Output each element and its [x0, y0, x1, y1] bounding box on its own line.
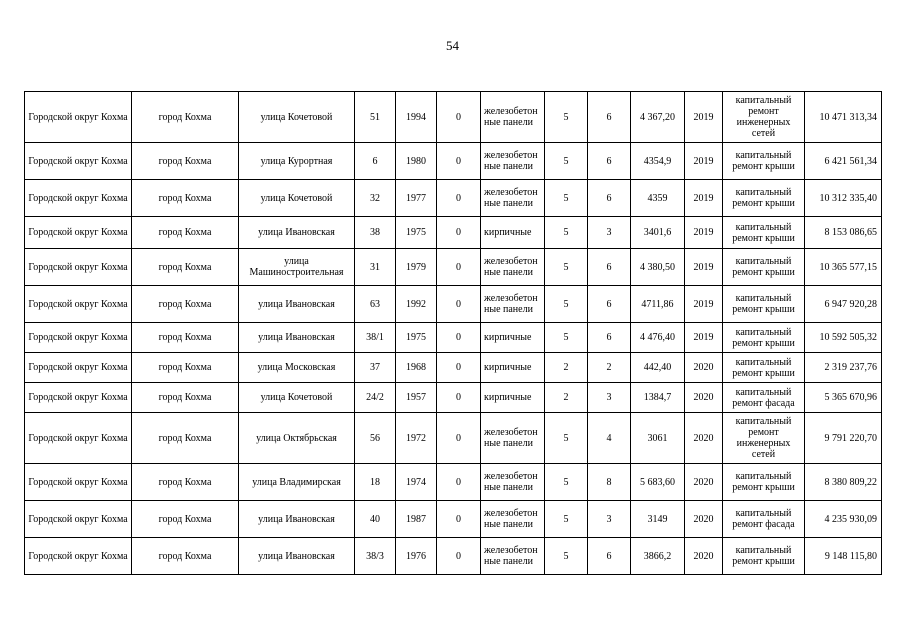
settlement-cell: город Кохма [132, 286, 239, 323]
work-type-cell: капитальный ремонт крыши [723, 180, 805, 217]
table-row [25, 383, 882, 413]
municipality-cell: Городской округ Кохма [25, 143, 132, 180]
zero-value-cell: 0 [437, 383, 481, 413]
cost-cell: 8 380 809,22 [805, 464, 882, 501]
page-number: 54 [446, 38, 459, 53]
cost-cell: 10 471 313,34 [805, 92, 882, 143]
entrances-cell: 6 [588, 286, 631, 323]
plan-year-cell: 2019 [685, 143, 723, 180]
area-cell: 442,40 [631, 353, 685, 383]
street-cell: улица Ивановская [239, 538, 355, 575]
wall-material-cell: кирпичные [481, 353, 545, 383]
work-type-cell: капитальный ремонт крыши [723, 464, 805, 501]
house-number-cell: 38/3 [355, 538, 396, 575]
cost-cell: 4 235 930,09 [805, 501, 882, 538]
wall-material-cell: железобетонные панели [481, 464, 545, 501]
work-type-cell: капитальный ремонт крыши [723, 286, 805, 323]
settlement-cell: город Кохма [132, 249, 239, 286]
street-cell: улица Кочетовой [239, 383, 355, 413]
floors-cell: 5 [545, 249, 588, 286]
table-row [25, 464, 882, 501]
build-year-cell: 1975 [396, 323, 437, 353]
area-cell: 3866,2 [631, 538, 685, 575]
floors-cell: 2 [545, 383, 588, 413]
build-year-cell: 1992 [396, 286, 437, 323]
area-cell: 4711,86 [631, 286, 685, 323]
wall-material-cell: железобетонные панели [481, 413, 545, 464]
floors-cell: 5 [545, 538, 588, 575]
wall-material-cell: кирпичные [481, 217, 545, 249]
house-number-cell: 18 [355, 464, 396, 501]
wall-material-cell: железобетонные панели [481, 538, 545, 575]
build-year-cell: 1976 [396, 538, 437, 575]
zero-value-cell: 0 [437, 353, 481, 383]
table-row [25, 217, 882, 249]
table-row [25, 249, 882, 286]
entrances-cell: 8 [588, 464, 631, 501]
table-row [25, 413, 882, 464]
floors-cell: 5 [545, 464, 588, 501]
plan-year-cell: 2019 [685, 92, 723, 143]
build-year-cell: 1957 [396, 383, 437, 413]
street-cell: улица Ивановская [239, 501, 355, 538]
entrances-cell: 6 [588, 323, 631, 353]
area-cell: 3401,6 [631, 217, 685, 249]
zero-value-cell: 0 [437, 538, 481, 575]
cost-cell: 6 947 920,28 [805, 286, 882, 323]
plan-year-cell: 2020 [685, 383, 723, 413]
street-cell: улица Ивановская [239, 286, 355, 323]
entrances-cell: 6 [588, 180, 631, 217]
settlement-cell: город Кохма [132, 413, 239, 464]
entrances-cell: 3 [588, 383, 631, 413]
table-row [25, 538, 882, 575]
build-year-cell: 1980 [396, 143, 437, 180]
municipality-cell: Городской округ Кохма [25, 501, 132, 538]
settlement-cell: город Кохма [132, 464, 239, 501]
build-year-cell: 1968 [396, 353, 437, 383]
work-type-cell: капитальный ремонт крыши [723, 217, 805, 249]
table-row [25, 92, 882, 143]
plan-year-cell: 2019 [685, 249, 723, 286]
build-year-cell: 1977 [396, 180, 437, 217]
area-cell: 3061 [631, 413, 685, 464]
zero-value-cell: 0 [437, 92, 481, 143]
municipality-cell: Городской округ Кохма [25, 217, 132, 249]
municipality-cell: Городской округ Кохма [25, 249, 132, 286]
settlement-cell: город Кохма [132, 180, 239, 217]
settlement-cell: город Кохма [132, 383, 239, 413]
registry-body [25, 92, 882, 575]
table-row [25, 286, 882, 323]
settlement-cell: город Кохма [132, 217, 239, 249]
house-number-cell: 38/1 [355, 323, 396, 353]
house-number-cell: 51 [355, 92, 396, 143]
area-cell: 4 380,50 [631, 249, 685, 286]
settlement-cell: город Кохма [132, 538, 239, 575]
settlement-cell: город Кохма [132, 501, 239, 538]
street-cell: улица Кочетовой [239, 92, 355, 143]
house-number-cell: 6 [355, 143, 396, 180]
entrances-cell: 6 [588, 92, 631, 143]
table-row [25, 180, 882, 217]
zero-value-cell: 0 [437, 413, 481, 464]
house-number-cell: 40 [355, 501, 396, 538]
zero-value-cell: 0 [437, 249, 481, 286]
cost-cell: 8 153 086,65 [805, 217, 882, 249]
area-cell: 5 683,60 [631, 464, 685, 501]
build-year-cell: 1975 [396, 217, 437, 249]
area-cell: 4 367,20 [631, 92, 685, 143]
zero-value-cell: 0 [437, 286, 481, 323]
house-number-cell: 56 [355, 413, 396, 464]
floors-cell: 5 [545, 323, 588, 353]
municipality-cell: Городской округ Кохма [25, 538, 132, 575]
cost-cell: 9 148 115,80 [805, 538, 882, 575]
build-year-cell: 1994 [396, 92, 437, 143]
table-row [25, 143, 882, 180]
entrances-cell: 3 [588, 501, 631, 538]
municipality-cell: Городской округ Кохма [25, 180, 132, 217]
house-number-cell: 63 [355, 286, 396, 323]
cost-cell: 2 319 237,76 [805, 353, 882, 383]
plan-year-cell: 2020 [685, 413, 723, 464]
house-number-cell: 37 [355, 353, 396, 383]
floors-cell: 2 [545, 353, 588, 383]
wall-material-cell: кирпичные [481, 323, 545, 353]
work-type-cell: капитальный ремонт крыши [723, 249, 805, 286]
house-number-cell: 24/2 [355, 383, 396, 413]
street-cell: улица Владимирская [239, 464, 355, 501]
zero-value-cell: 0 [437, 180, 481, 217]
cost-cell: 5 365 670,96 [805, 383, 882, 413]
entrances-cell: 2 [588, 353, 631, 383]
floors-cell: 5 [545, 286, 588, 323]
floors-cell: 5 [545, 501, 588, 538]
cost-cell: 10 592 505,32 [805, 323, 882, 353]
floors-cell: 5 [545, 217, 588, 249]
settlement-cell: город Кохма [132, 323, 239, 353]
municipality-cell: Городской округ Кохма [25, 353, 132, 383]
street-cell: улица Машиностроительная [239, 249, 355, 286]
zero-value-cell: 0 [437, 501, 481, 538]
area-cell: 4 476,40 [631, 323, 685, 353]
plan-year-cell: 2019 [685, 323, 723, 353]
area-cell: 3149 [631, 501, 685, 538]
wall-material-cell: железобетонные панели [481, 249, 545, 286]
table-row [25, 501, 882, 538]
street-cell: улица Ивановская [239, 217, 355, 249]
cost-cell: 10 365 577,15 [805, 249, 882, 286]
plan-year-cell: 2019 [685, 286, 723, 323]
zero-value-cell: 0 [437, 323, 481, 353]
wall-material-cell: железобетонные панели [481, 143, 545, 180]
zero-value-cell: 0 [437, 143, 481, 180]
street-cell: улица Курортная [239, 143, 355, 180]
area-cell: 4354,9 [631, 143, 685, 180]
house-number-cell: 38 [355, 217, 396, 249]
work-type-cell: капитальный ремонт фасада [723, 383, 805, 413]
work-type-cell: капитальный ремонт крыши [723, 353, 805, 383]
entrances-cell: 3 [588, 217, 631, 249]
build-year-cell: 1979 [396, 249, 437, 286]
area-cell: 1384,7 [631, 383, 685, 413]
plan-year-cell: 2019 [685, 180, 723, 217]
settlement-cell: город Кохма [132, 353, 239, 383]
work-type-cell: капитальный ремонт крыши [723, 538, 805, 575]
plan-year-cell: 2020 [685, 538, 723, 575]
municipality-cell: Городской округ Кохма [25, 464, 132, 501]
area-cell: 4359 [631, 180, 685, 217]
entrances-cell: 6 [588, 249, 631, 286]
street-cell: улица Ивановская [239, 323, 355, 353]
cost-cell: 6 421 561,34 [805, 143, 882, 180]
zero-value-cell: 0 [437, 217, 481, 249]
street-cell: улица Октябрьская [239, 413, 355, 464]
floors-cell: 5 [545, 180, 588, 217]
table-row [25, 323, 882, 353]
plan-year-cell: 2020 [685, 353, 723, 383]
zero-value-cell: 0 [437, 464, 481, 501]
municipality-cell: Городской округ Кохма [25, 383, 132, 413]
settlement-cell: город Кохма [132, 92, 239, 143]
wall-material-cell: железобетонные панели [481, 92, 545, 143]
floors-cell: 5 [545, 92, 588, 143]
floors-cell: 5 [545, 413, 588, 464]
street-cell: улица Кочетовой [239, 180, 355, 217]
work-type-cell: капитальный ремонт фасада [723, 501, 805, 538]
plan-year-cell: 2019 [685, 217, 723, 249]
work-type-cell: капитальный ремонт инженерных сетей [723, 413, 805, 464]
work-type-cell: капитальный ремонт инженерных сетей [723, 92, 805, 143]
street-cell: улица Московская [239, 353, 355, 383]
house-number-cell: 31 [355, 249, 396, 286]
plan-year-cell: 2020 [685, 464, 723, 501]
municipality-cell: Городской округ Кохма [25, 286, 132, 323]
build-year-cell: 1987 [396, 501, 437, 538]
municipality-cell: Городской округ Кохма [25, 413, 132, 464]
entrances-cell: 6 [588, 143, 631, 180]
work-type-cell: капитальный ремонт крыши [723, 143, 805, 180]
entrances-cell: 4 [588, 413, 631, 464]
entrances-cell: 6 [588, 538, 631, 575]
housing-registry-table [24, 91, 882, 575]
plan-year-cell: 2020 [685, 501, 723, 538]
house-number-cell: 32 [355, 180, 396, 217]
table-row [25, 353, 882, 383]
wall-material-cell: железобетонные панели [481, 180, 545, 217]
municipality-cell: Городской округ Кохма [25, 92, 132, 143]
floors-cell: 5 [545, 143, 588, 180]
wall-material-cell: кирпичные [481, 383, 545, 413]
settlement-cell: город Кохма [132, 143, 239, 180]
build-year-cell: 1974 [396, 464, 437, 501]
build-year-cell: 1972 [396, 413, 437, 464]
cost-cell: 9 791 220,70 [805, 413, 882, 464]
work-type-cell: капитальный ремонт крыши [723, 323, 805, 353]
wall-material-cell: железобетонные панели [481, 286, 545, 323]
wall-material-cell: железобетонные панели [481, 501, 545, 538]
municipality-cell: Городской округ Кохма [25, 323, 132, 353]
cost-cell: 10 312 335,40 [805, 180, 882, 217]
